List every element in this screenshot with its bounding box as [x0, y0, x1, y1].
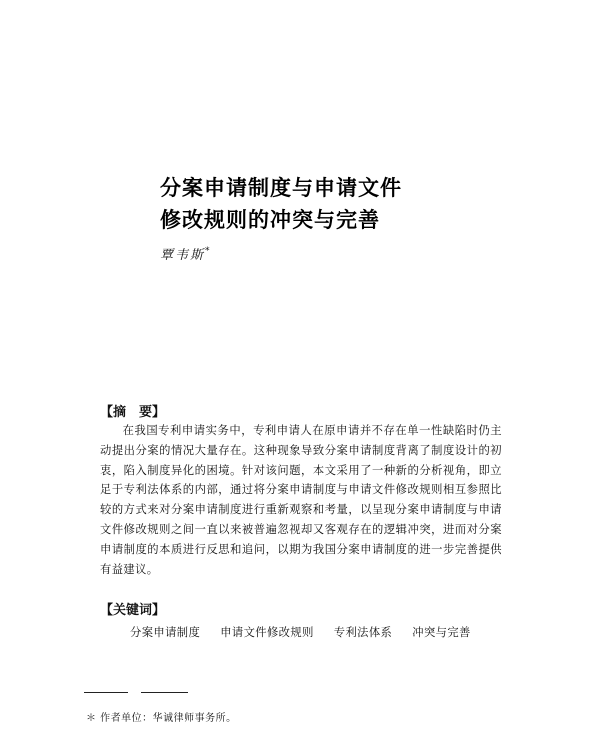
- keyword: 冲突与完善: [412, 626, 471, 639]
- title-line-2: 修改规则的冲突与完善: [160, 208, 380, 232]
- keyword: 专利法体系: [333, 626, 393, 639]
- author-name: 覃韦斯: [160, 248, 206, 263]
- footnote: ＊ 作者单位：华诚律师事务所。: [86, 713, 237, 724]
- keywords-list: [130, 624, 510, 640]
- footnote-rule: [84, 692, 128, 693]
- paper-title: [160, 172, 402, 236]
- keyword: 申请文件修改规则: [220, 626, 314, 639]
- keyword: 分案申请制度: [130, 626, 201, 639]
- title-line-1: 分案申请制度与申请文件: [160, 176, 402, 200]
- abstract-text: 在我国专利申请实务中，专利申请人在原申请并不存在单一性缺陷时仍主动提出分案的情况大量存在。这种现象导致分案申请制度背离了制度设计的初衷，陷入制度异化的困境。针对该问题，本文采用了一种新的分析视角，即立足于专利法体系的内部，通过将分案申请制度与申请文件修改规则相互参照比较的方式来对分案申请制度进行重新观察和考量，以呈现分案申请制度与申请文件修改规则之间一直以来被普遍忽视却又客观存在的逻辑冲突，进而对分案申请制度的本质进行反思和追问，以期为我国分案申请制度的进一步完善提供有益建议。: [100, 424, 502, 576]
- author-footnote-mark: *: [205, 246, 212, 257]
- abstract-heading: 【摘 要】: [100, 405, 166, 420]
- footnote-rule: [141, 692, 188, 693]
- keywords-heading: 【关键词】: [100, 603, 166, 618]
- author-line: [160, 244, 212, 263]
